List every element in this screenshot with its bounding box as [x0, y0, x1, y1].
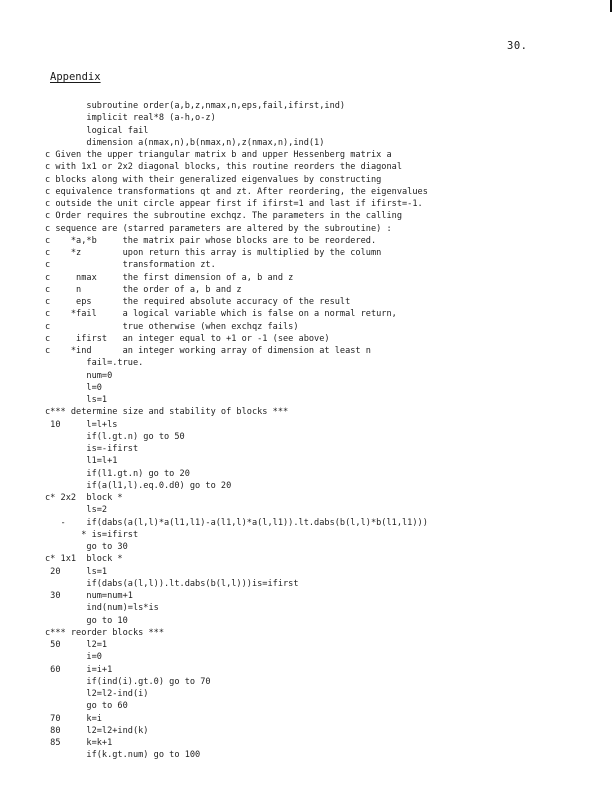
code-line: 10 l=l+ls: [45, 419, 118, 430]
code-line: 80 l2=l2+ind(k): [45, 725, 149, 736]
code-comment-line: c *fail a logical variable which is false on a normal return,: [45, 309, 397, 320]
code-comment-line: c sequence are (starred parameters are altered by the subroutine) :: [45, 223, 392, 234]
code-line: ls=2: [45, 505, 108, 516]
code-line: if(k.gt.num) go to 100: [45, 750, 201, 761]
code-comment-line: c*** reorder blocks ***: [45, 627, 164, 638]
code-line: ls=1: [45, 395, 108, 405]
code-line: subroutine order(a,b,z,nmax,n,eps,fail,ifirst,ind): [45, 101, 346, 111]
code-line: 60 i=i+1: [45, 664, 113, 675]
code-line: dimension a(nmax,n),b(nmax,n),z(nmax,n),ind(1): [45, 137, 325, 148]
code-comment-line: c blocks along with their generalized eigenvalues by constructing: [45, 174, 382, 185]
code-comment-line: c nmax the first dimension of a, b and z: [45, 272, 294, 283]
code-line: num=0: [45, 370, 113, 381]
code-comment-line: c *ind an integer working array of dimension at least n: [45, 346, 371, 356]
code-line: i=0: [45, 652, 102, 663]
code-line: go to 60: [45, 701, 128, 712]
code-line: go to 10: [45, 615, 128, 626]
code-line: 50 l2=1: [45, 640, 108, 650]
code-comment-line: c* 2x2 block *: [45, 493, 123, 503]
code-comment-line: c* 1x1 block *: [45, 554, 123, 565]
code-line: * is=ifirst: [45, 529, 139, 540]
code-line: if(dabs(a(l,l)).lt.dabs(b(l,l)))is=ifirst: [45, 578, 299, 589]
code-comment-line: c transformation zt.: [45, 260, 216, 271]
code-comment-line: c eps the required absolute accuracy of the result: [45, 297, 351, 307]
code-line: 20 ls=1: [45, 566, 108, 577]
code-line: l1=l+1: [45, 456, 118, 467]
code-comment-line: c true otherwise (when exchqz fails): [45, 321, 299, 332]
code-comment-line: c *a,*b the matrix pair whose blocks are to be reordered.: [45, 235, 377, 246]
fortran-code-listing: [45, 100, 428, 762]
code-line: implicit real*8 (a-h,o-z): [45, 113, 216, 124]
code-comment-line: c Given the upper triangular matrix b and upper Hessenberg matrix a: [45, 150, 392, 160]
code-line: if(a(l1,l).eq.0.d0) go to 20: [45, 480, 232, 491]
code-comment-line: c outside the unit circle appear first if ifirst=1 and last if ifirst=-1.: [45, 199, 423, 209]
code-line: ind(num)=ls*is: [45, 603, 159, 614]
code-comment-line: c equivalence transformations qt and zt. After reordering, the eigenvalues: [45, 186, 428, 197]
code-line: fail=.true.: [45, 358, 144, 369]
code-comment-line: c *z upon return this array is multiplied by the column: [45, 248, 382, 258]
code-line: if(l1.gt.n) go to 20: [45, 468, 190, 479]
code-line: go to 30: [45, 542, 128, 552]
code-comment-line: c n the order of a, b and z: [45, 284, 242, 295]
code-line: if(l.gt.n) go to 50: [45, 431, 185, 442]
code-line: logical fail: [45, 125, 149, 136]
code-comment-line: c Order requires the subroutine exchqz. The parameters in the calling: [45, 211, 402, 222]
code-line: 30 num=num+1: [45, 591, 133, 601]
code-line: - if(dabs(a(l,l)*a(l1,l1)-a(l1,l)*a(l,l1)).lt.dabs(b(l,l)*b(l1,l1))): [45, 517, 428, 528]
code-line: l2=l2-ind(i): [45, 689, 149, 699]
code-line: 85 k=k+1: [45, 738, 113, 748]
code-line: l=0: [45, 382, 102, 393]
code-comment-line: c ifirst an integer equal to +1 or -1 (see above): [45, 333, 330, 344]
code-comment-line: c with 1x1 or 2x2 diagonal blocks, this routine reorders the diagonal: [45, 162, 402, 173]
code-line: 70 k=i: [45, 713, 102, 724]
code-comment-line: c*** determine size and stability of blocks ***: [45, 407, 289, 418]
code-line: if(ind(i).gt.0) go to 70: [45, 676, 211, 687]
page-number: 30.: [507, 40, 528, 52]
section-heading: Appendix: [50, 71, 101, 83]
code-line: is=-ifirst: [45, 444, 139, 454]
